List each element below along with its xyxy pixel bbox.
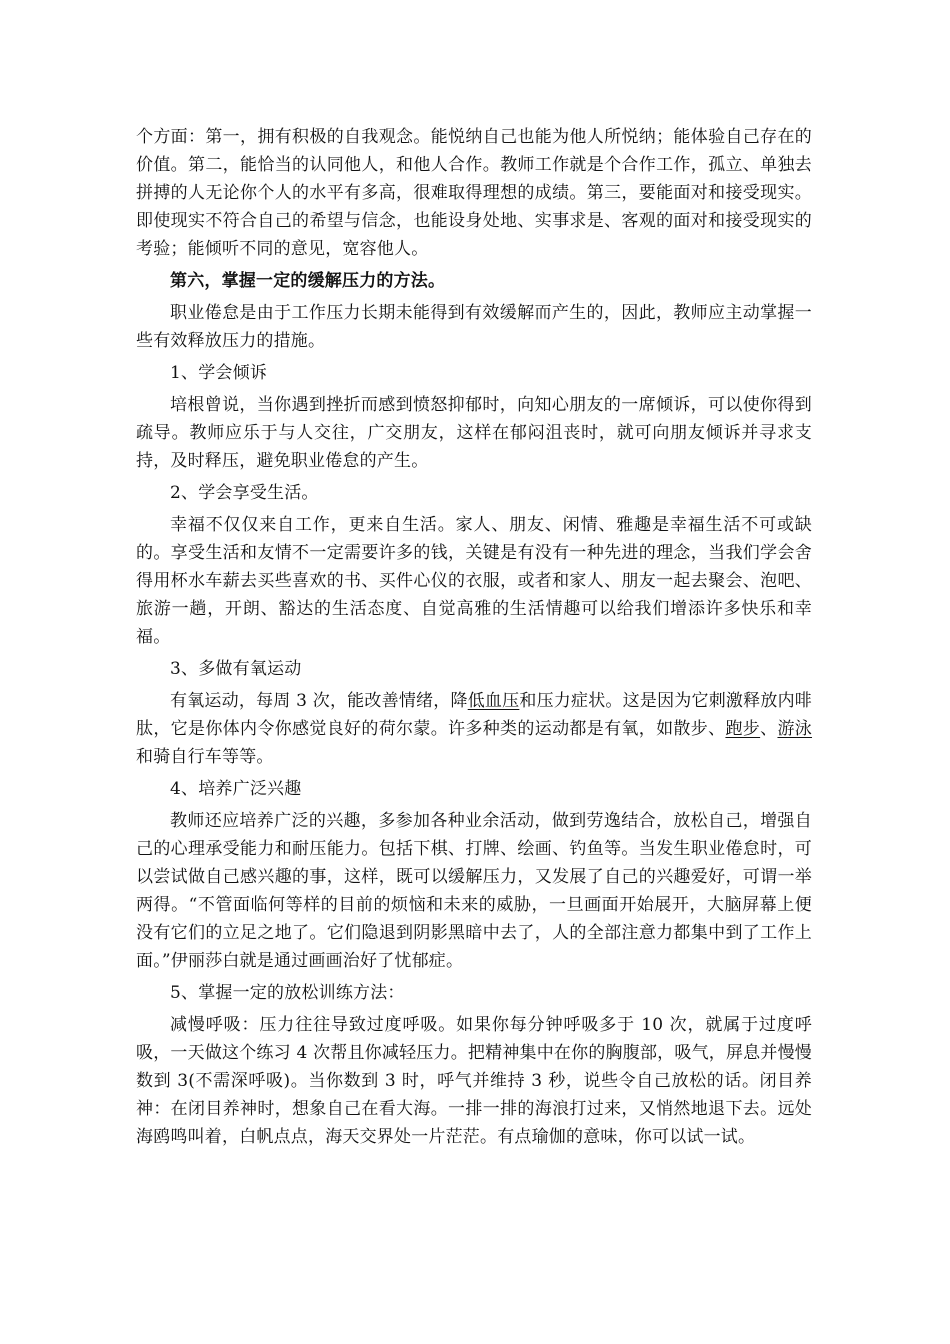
link-running[interactable]: 跑步 bbox=[725, 719, 761, 739]
paragraph-3 bbox=[136, 687, 812, 771]
link-swimming[interactable]: 游泳 bbox=[777, 719, 813, 739]
subheading-2: 2、学会享受生活。 bbox=[170, 483, 319, 503]
paragraph-3-text-c: 和骑自行车等等。 bbox=[136, 747, 274, 767]
paragraph-4: 教师还应培养广泛的兴趣，多参加各种业余活动，做到劳逸结合，放松自己，增强自己的心理承受能力和耐压能力。包括下棋、打牌、绘画、钓鱼等。当发生职业倦怠时，可以尝试做自己感兴趣的事，这样，既可以缓解压力，又发展了自己的兴趣爱好，可谓一举两得。“不管面临何等样的目前的烦恼和未来的威胁，一旦画面开始展开，大脑屏幕上便没有它们的立足之地了。它们隐退到阴影黑暗中去了，人的全部注意力都集中到了工作上面。”伊丽莎白就是通过画画治好了忧郁症。 bbox=[136, 811, 812, 971]
subheading-1: 1、学会倾诉 bbox=[170, 363, 268, 383]
link-low-blood-pressure[interactable]: 低血压 bbox=[467, 691, 520, 711]
document-page bbox=[136, 123, 812, 1151]
subheading-3: 3、多做有氧运动 bbox=[170, 659, 302, 679]
paragraph-3-text-a: 有氧运动，每周 3 次，能改善情绪，降 bbox=[170, 691, 468, 711]
paragraph-continuation: 个方面：第一，拥有积极的自我观念。能悦纳自己也能为他人所悦纳；能体验自己存在的价值。第二，能恰当的认同他人，和他人合作。教师工作就是个合作工作，孤立、单独去拼搏的人无论你个人的水平有多高，很难取得理想的成绩。第三，要能面对和接受现实。即使现实不符合自己的希望与信念，也能设身处地、实事求是、客观的面对和接受现实的考验；能倾听不同的意见，宽容他人。 bbox=[136, 127, 812, 259]
paragraph-5: 减慢呼吸：压力往往导致过度呼吸。如果你每分钟呼吸多于 10 次，就属于过度呼吸，一天做这个练习 4 次帮且你减轻压力。把精神集中在你的胸腹部，吸气，屏息并慢慢数到 3(不需深呼吸)。当你数到 3 时，呼气并维持 3 秒，说些令自己放松的话。闭目养神：在闭目养神时，想象自己在看大海。一排一排的海浪打过来，又悄然地退下去。远处海鸥鸣叫着，白帆点点，海天交界处一片茫茫。有点瑜伽的意味，你可以试一试。 bbox=[136, 1015, 812, 1147]
section-heading-six: 第六，掌握一定的缓解压力的方法。 bbox=[170, 271, 446, 291]
paragraph-3-text-b: 和压力症状。这是因为它刺激释放内啡肽，它是你体内令你感觉良好的荷尔蒙。许多种类的运动都是有氧，如散步、 bbox=[136, 691, 812, 739]
paragraph-intro: 职业倦怠是由于工作压力长期未能得到有效缓解而产生的，因此，教师应主动掌握一些有效释放压力的措施。 bbox=[136, 303, 812, 351]
paragraph-2: 幸福不仅仅来自工作，更来自生活。家人、朋友、闲情、雅趣是幸福生活不可或缺的。享受生活和友情不一定需要许多的钱，关键是有没有一种先进的理念，当我们学会舍得用杯水车薪去买些喜欢的书、买件心仪的衣服，或者和家人、朋友一起去聚会、泡吧、旅游一趟，开朗、豁达的生活态度、自觉高雅的生活情趣可以给我们增添许多快乐和幸福。 bbox=[136, 515, 812, 647]
subheading-4: 4、培养广泛兴趣 bbox=[170, 779, 302, 799]
subheading-5: 5、掌握一定的放松训练方法： bbox=[170, 983, 405, 1003]
paragraph-3-separator: 、 bbox=[760, 719, 778, 739]
paragraph-1: 培根曾说，当你遇到挫折而感到愤怒抑郁时，向知心朋友的一席倾诉，可以使你得到疏导。教师应乐于与人交往，广交朋友，这样在郁闷沮丧时，就可向朋友倾诉并寻求支持，及时释压，避免职业倦怠的产生。 bbox=[136, 395, 812, 471]
